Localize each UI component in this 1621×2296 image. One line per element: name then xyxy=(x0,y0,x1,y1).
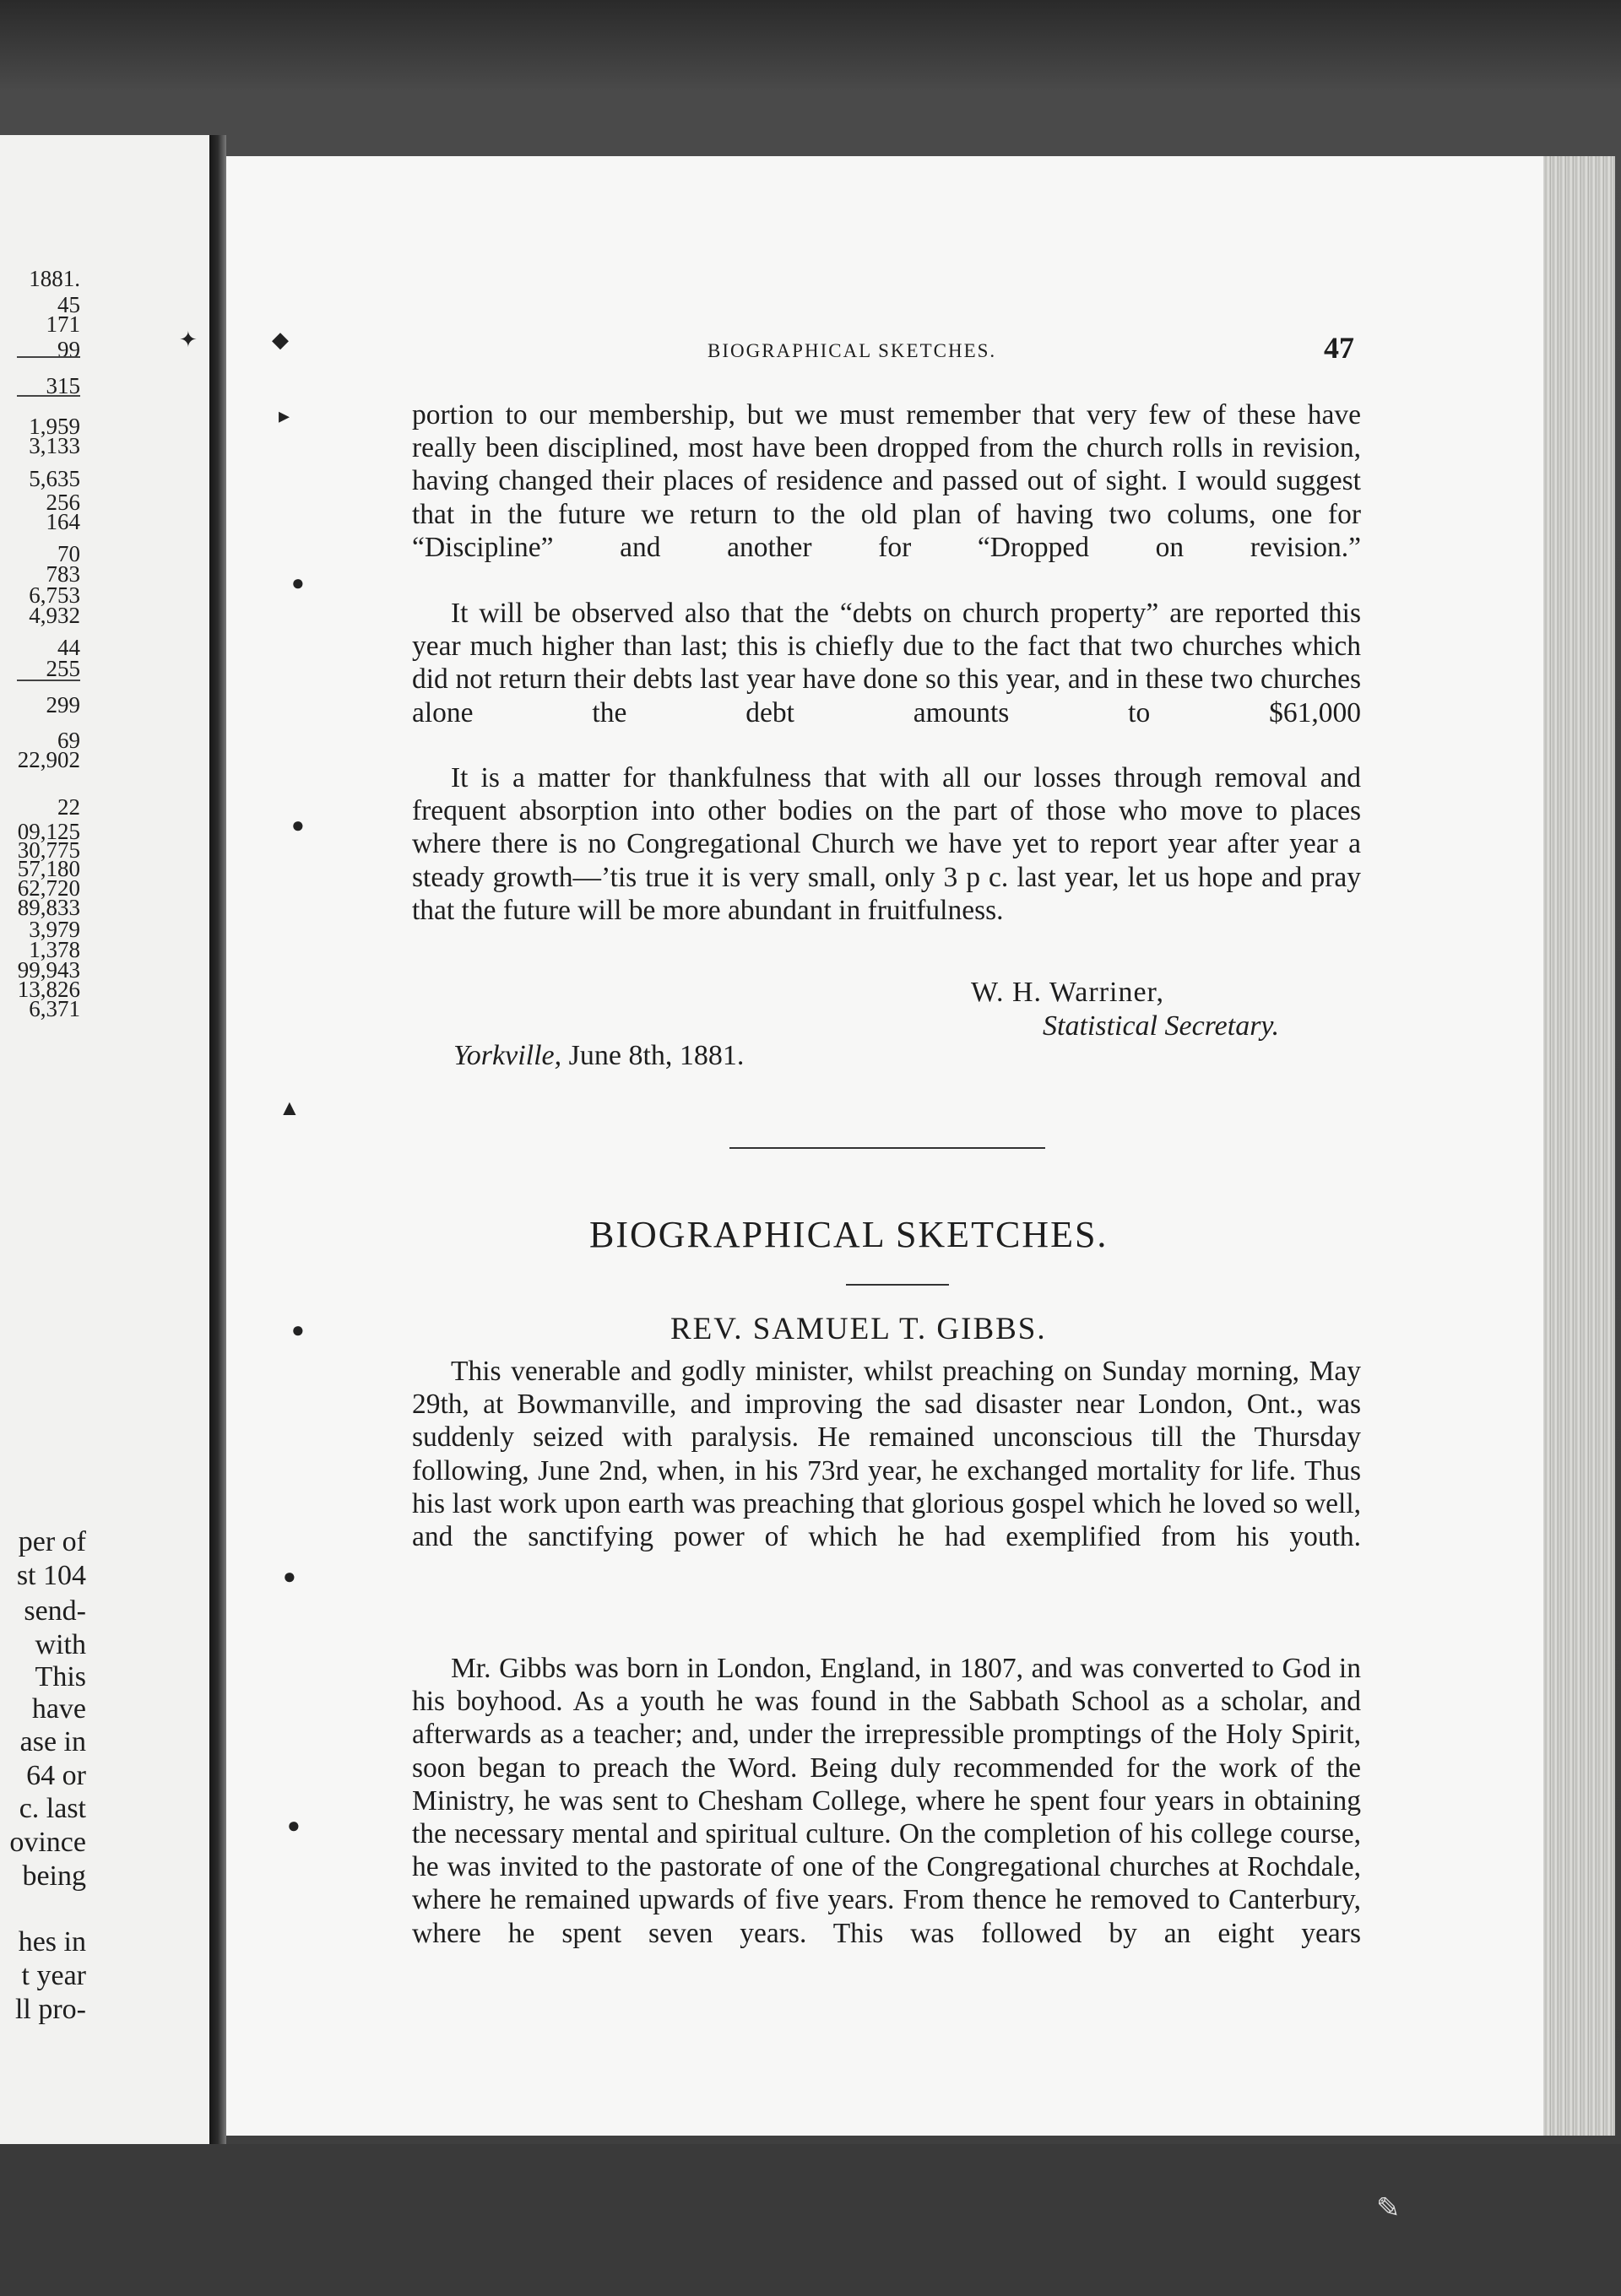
left-page-text-fragment: send- xyxy=(24,1595,86,1627)
sketch-paragraph: Mr. Gibbs was born in London, England, in 1807, and was converted to God in his boyhood. As a youth he was found in the Sabbath School as a scholar, and afterwards as a teacher; and, under the irrepressible promptings of the Holy Spirit, soon began to preach the Word. Being duly recommended for the work of the Ministry, he was sent to Chesham College, where he spent four years in obtaining the necessary mental and spiritual culture. On the completion of his college course, he was invited to the pastorate of one of the Congregational churches at Rochdale, where he remained upwards of five years. From thence he removed to Canterbury, where he spent seven years. This was followed by an eight years xyxy=(412,1653,1361,1949)
left-page-number: 164 xyxy=(46,509,80,534)
left-page-text-fragment: This xyxy=(35,1661,86,1692)
left-page-number: 299 xyxy=(46,692,80,718)
left-page-text-fragment: per of xyxy=(18,1526,86,1557)
left-page-number: 1,959 xyxy=(29,414,80,439)
left-page-number: 4,932 xyxy=(29,603,80,628)
left-page-number: 70 xyxy=(57,541,80,566)
margin-speck-mark: ● xyxy=(291,813,305,837)
left-page-rule xyxy=(17,356,80,358)
left-page-text-fragment: hes in xyxy=(18,1926,86,1958)
running-head: BIOGRAPHICAL SKETCHES. xyxy=(707,340,997,361)
margin-speck-mark: ● xyxy=(291,571,305,595)
section-title: BIOGRAPHICAL SKETCHES. xyxy=(589,1214,1109,1255)
dateline xyxy=(453,1040,744,1072)
left-page-number: 171 xyxy=(46,311,80,337)
left-page-text-fragment: being xyxy=(22,1860,86,1892)
left-facing-page xyxy=(0,135,211,2144)
margin-speck-mark: ▸ xyxy=(279,403,290,428)
page-number: 47 xyxy=(1324,331,1354,365)
left-page-text-fragment: st 104 xyxy=(16,1560,86,1591)
scanner-speck-mark: ✎ xyxy=(1376,2193,1401,2224)
margin-speck-mark: ● xyxy=(291,1318,305,1342)
left-page-number: 09,125 xyxy=(17,819,80,844)
book-gutter xyxy=(209,135,226,2144)
signature-name: W. H. Warriner, xyxy=(971,977,1165,1008)
dateline-date: June 8th, 1881. xyxy=(561,1040,745,1071)
left-page-number: 62,720 xyxy=(17,875,80,901)
title-rule xyxy=(846,1284,949,1286)
margin-speck-mark: ▲ xyxy=(279,1096,301,1120)
left-page-number: 5,635 xyxy=(29,466,80,491)
left-page-number: 256 xyxy=(46,490,80,515)
left-page-number: 44 xyxy=(57,635,80,660)
left-page-number: 3,979 xyxy=(29,917,80,942)
margin-speck-mark: ◆ xyxy=(272,328,289,352)
page-edge-stack xyxy=(1543,156,1615,2136)
sketch-paragraph: This venerable and godly minister, whilst preaching on Sunday morning, May 29th, at Bowmanville, and improving the sad disaster near London, Ont., was suddenly seized with paralysis. He remained unconscious till the Thursday following, June 2nd, when, in his 73rd year, he exchanged mortality for life. Thus his last work upon earth was preaching that glorious gospel which he loved so well, and the sanctifying power of which he had exemplified from his youth. xyxy=(412,1356,1361,1553)
margin-speck-mark: ● xyxy=(283,1564,296,1589)
left-page-number: 89,833 xyxy=(17,895,80,920)
left-page-number: 22,902 xyxy=(17,747,80,772)
left-page-number: 6,753 xyxy=(29,582,80,608)
left-page-text-fragment: ll pro- xyxy=(14,1994,86,2025)
left-page-number: 3,133 xyxy=(29,433,80,458)
report-paragraph: It will be observed also that the “debts on church property” are reported this year much higher than last; this is chiefly due to the fact that two churches which did not return their debts last year have done so this year, and in these two churches alone the debt amounts to $61,000 xyxy=(412,598,1361,728)
signature-title: Statistical Secretary. xyxy=(1043,1010,1280,1042)
left-page-number: 783 xyxy=(46,561,80,587)
left-page-text-fragment: 64 or xyxy=(26,1760,86,1791)
sketch-subject-name: REV. SAMUEL T. GIBBS. xyxy=(670,1312,1047,1346)
report-paragraph: portion to our membership, but we must remember that very few of these have really been disciplined, most have been dropped from the church rolls in revision, having changed their places of residence and passed out of sight. I would suggest that in the future we return to the old plan of having two colums, one for “Discipline” and another for “Dropped on revision.” xyxy=(412,399,1361,563)
left-page-text-fragment: have xyxy=(31,1693,86,1725)
left-page-text-fragment: c. last xyxy=(19,1793,86,1824)
left-page-number: 22 xyxy=(57,794,80,820)
margin-speck-mark: ✦ xyxy=(179,328,198,352)
section-divider xyxy=(729,1147,1045,1149)
left-page-number: 69 xyxy=(57,728,80,753)
left-page-text-fragment: ase in xyxy=(19,1726,86,1757)
left-page-number: 45 xyxy=(57,292,80,317)
left-page-text-fragment: ovince xyxy=(9,1827,86,1858)
left-page-number: 1881. xyxy=(29,266,80,291)
left-page-rule xyxy=(17,680,80,681)
left-page-number: 255 xyxy=(46,656,80,681)
dateline-place: Yorkville, xyxy=(453,1040,562,1071)
left-page-rule xyxy=(17,395,80,397)
left-page-text-fragment: with xyxy=(35,1629,86,1660)
left-page-number: 57,180 xyxy=(17,856,80,881)
left-page-text-fragment: t year xyxy=(21,1960,86,1991)
left-page-number: 315 xyxy=(46,373,80,398)
left-page-number: 13,826 xyxy=(17,977,80,1002)
left-page-number: 99,943 xyxy=(17,957,80,983)
margin-speck-mark: ● xyxy=(287,1813,301,1838)
left-page-number: 99 xyxy=(57,337,80,362)
report-paragraph: It is a matter for thankfulness that with all our losses through removal and frequent absorption into other bodies on the part of those who move to places where there is no Congregational Church we have yet to report year after year a steady growth—’tis true it is very small, only 3 p c. last year, let us hope and pray that the future will be more abundant in fruitfulness. xyxy=(412,762,1361,926)
left-page-number: 1,378 xyxy=(29,937,80,962)
left-page-number: 6,371 xyxy=(29,996,80,1021)
left-page-number: 30,775 xyxy=(17,837,80,863)
